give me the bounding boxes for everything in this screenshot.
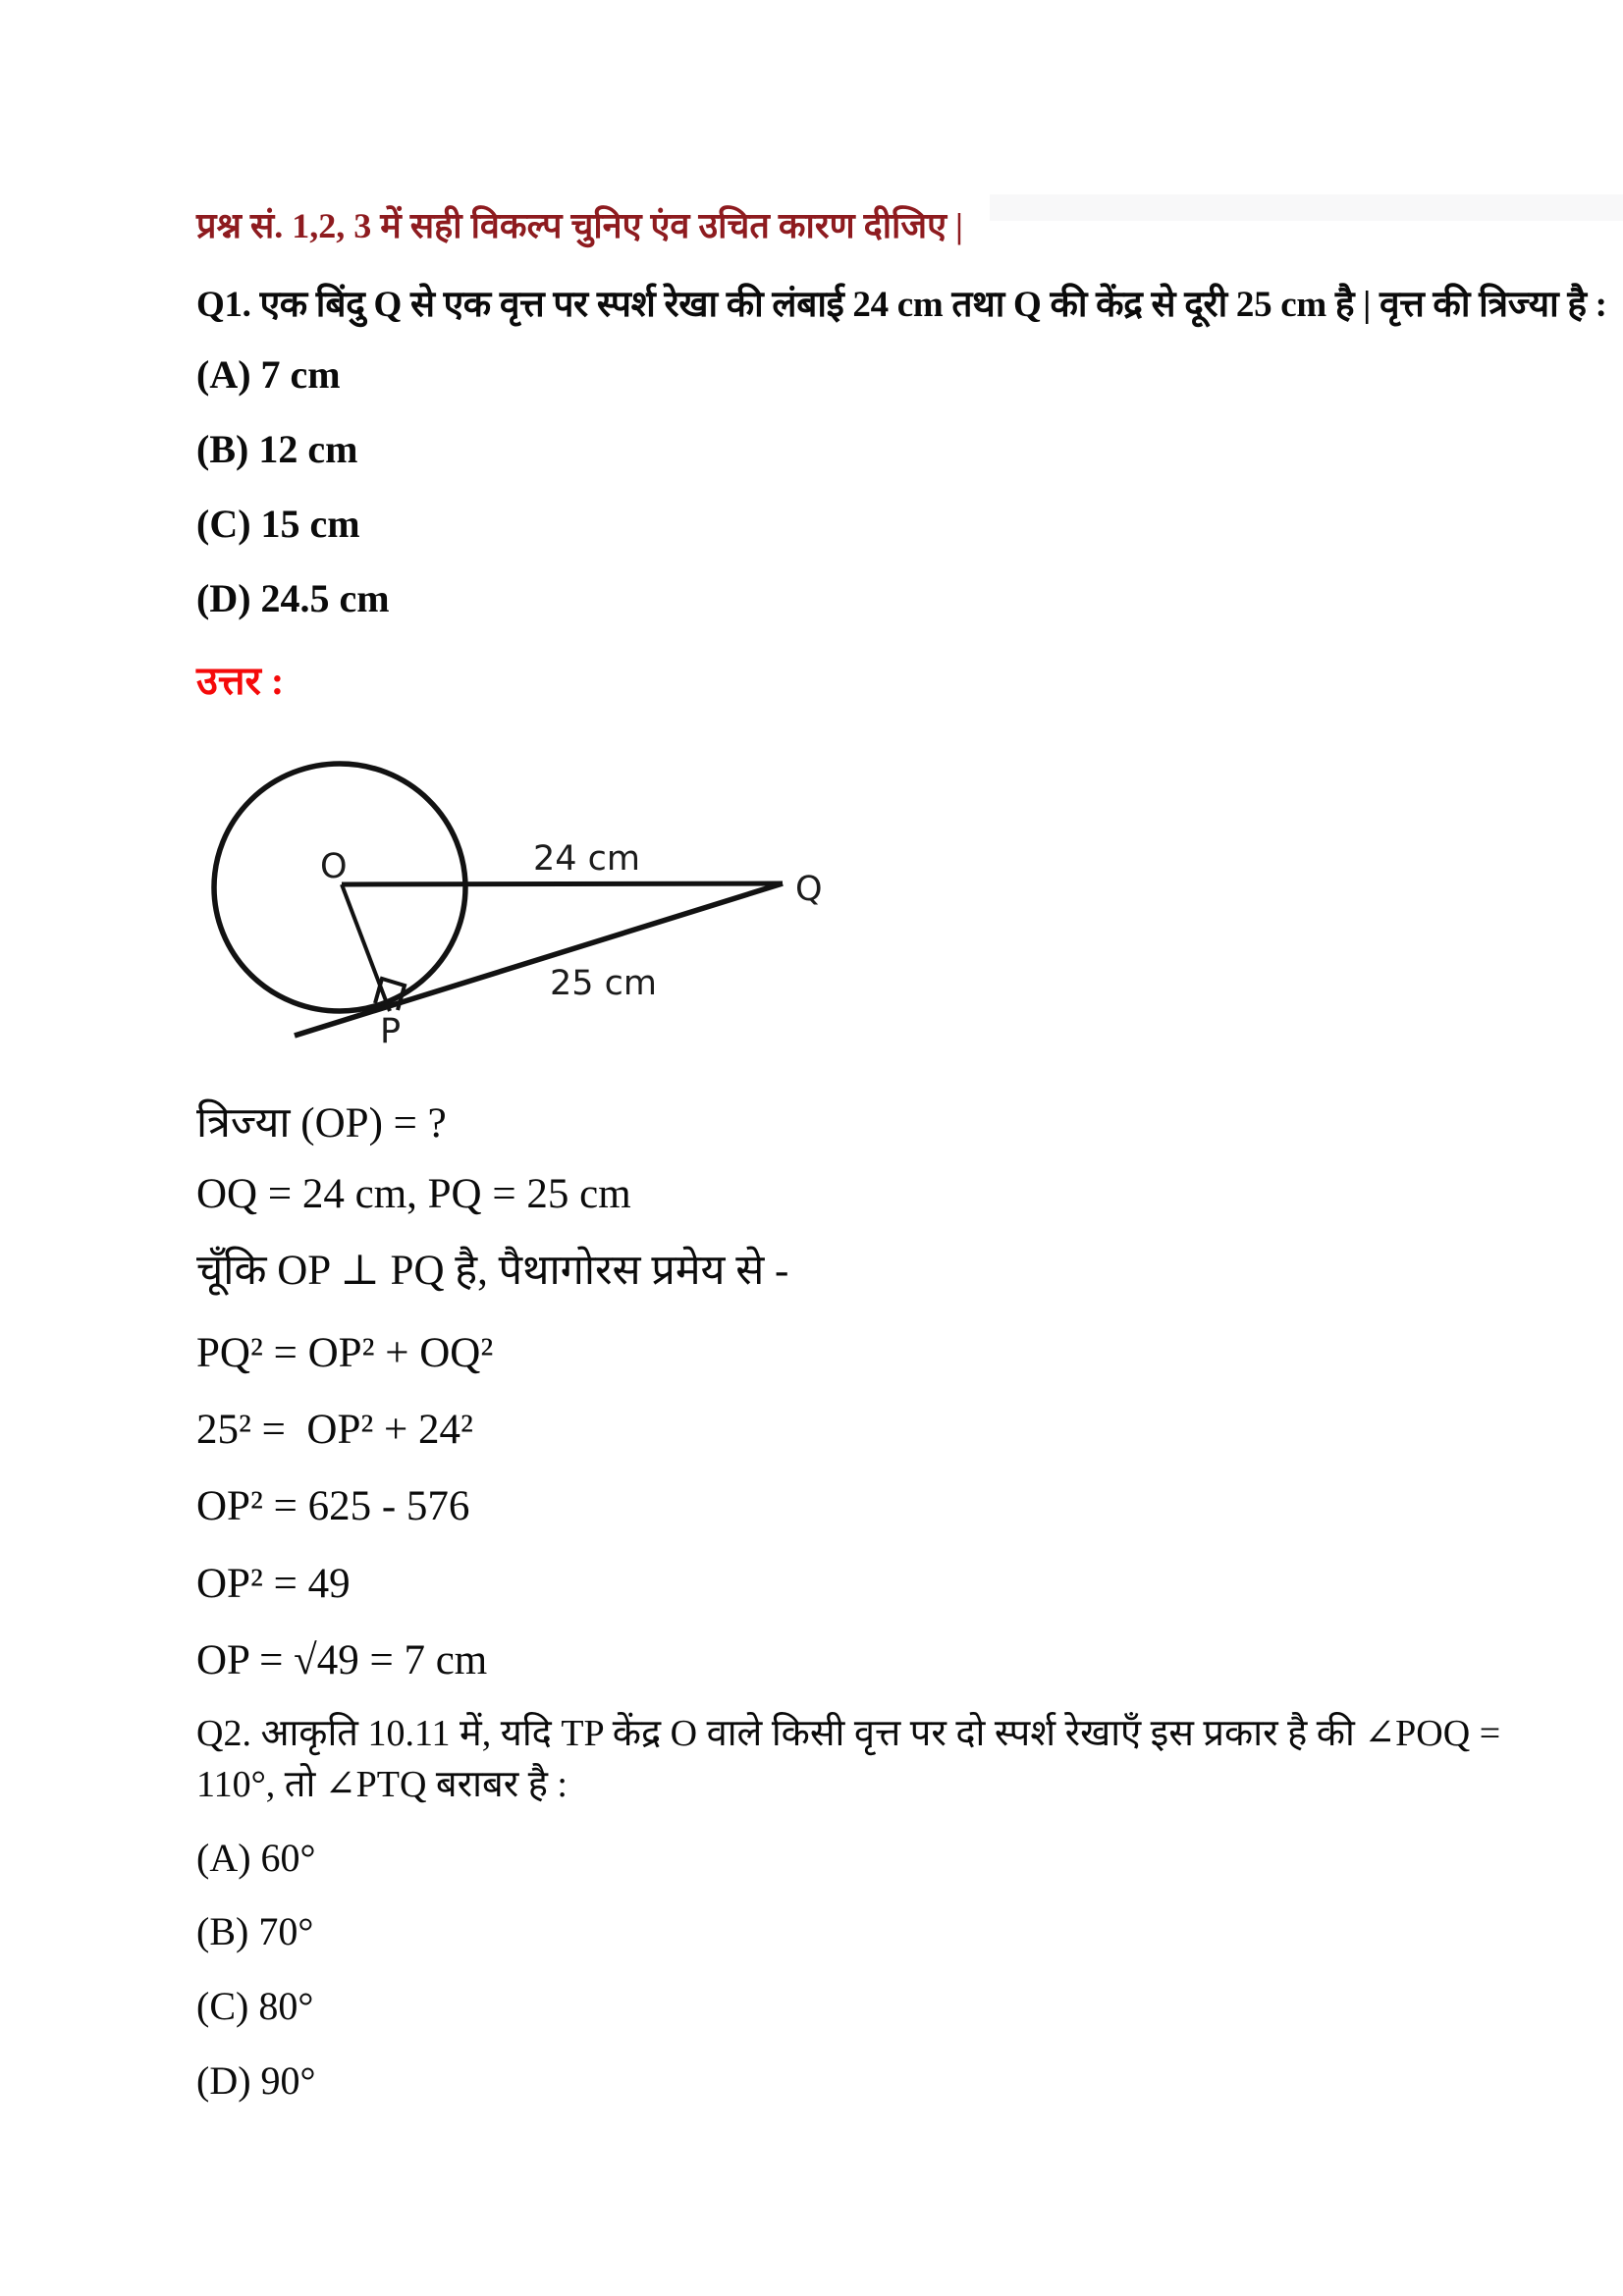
label-point-q: Q xyxy=(795,870,823,909)
solution-line: OP = √49 = 7 cm xyxy=(196,1637,488,1683)
faint-highlight-band xyxy=(990,194,1623,221)
q1-figure xyxy=(147,741,864,1065)
q1-option-b: (B) 12 cm xyxy=(196,427,358,471)
section-header: प्रश्न सं. 1,2, 3 में सही विकल्प चुनिए एंव उचित कारण दीजिए | xyxy=(196,206,963,245)
circle-outline xyxy=(214,764,465,1011)
label-pq-length: 25 cm xyxy=(550,964,657,1003)
solution-line: OP² = 49 xyxy=(196,1561,351,1607)
label-point-p: P xyxy=(380,1012,402,1051)
line-oq xyxy=(342,883,783,884)
solution-line: PQ² = OP² + OQ² xyxy=(196,1330,494,1376)
q1-question: Q1. एक बिंदु Q से एक वृत्त पर स्पर्श रेखा की लंबाई 24 cm तथा Q की केंद्र से दूरी 25 cm है | वृत्त की त्रिज्या है : xyxy=(196,285,1607,325)
q2-option-c: (C) 80° xyxy=(196,1984,314,2028)
q2-option-b: (B) 70° xyxy=(196,1909,314,1953)
line-op-radius xyxy=(342,884,390,1011)
solution-line: OP² = 625 - 576 xyxy=(196,1483,470,1529)
solution-line: OQ = 24 cm, PQ = 25 cm xyxy=(196,1171,631,1217)
label-point-o: O xyxy=(320,847,348,886)
solution-line: चूँकि OP ⊥ PQ है, पैथागोरस प्रमेय से - xyxy=(196,1248,789,1294)
line-pq-tangent xyxy=(295,883,783,1036)
q2-question: Q2. आकृति 10.11 में, यदि TP केंद्र O वाले किसी वृत्त पर दो स्पर्श रेखाएँ इस प्रकार है की ∠POQ = 110°, तो ∠PTQ बराबर है : xyxy=(196,1713,1510,1805)
answer-heading: उत्तर : xyxy=(196,659,285,703)
q1-option-a: (A) 7 cm xyxy=(196,352,341,397)
q2-option-a: (A) 60° xyxy=(196,1836,316,1880)
solution-line: 25² = OP² + 24² xyxy=(196,1407,473,1453)
solution-line: त्रिज्या (OP) = ? xyxy=(196,1100,447,1147)
q1-option-d: (D) 24.5 cm xyxy=(196,576,390,620)
q1-option-c: (C) 15 cm xyxy=(196,502,360,546)
q2-option-d: (D) 90° xyxy=(196,2058,316,2103)
label-oq-length: 24 cm xyxy=(533,839,640,879)
